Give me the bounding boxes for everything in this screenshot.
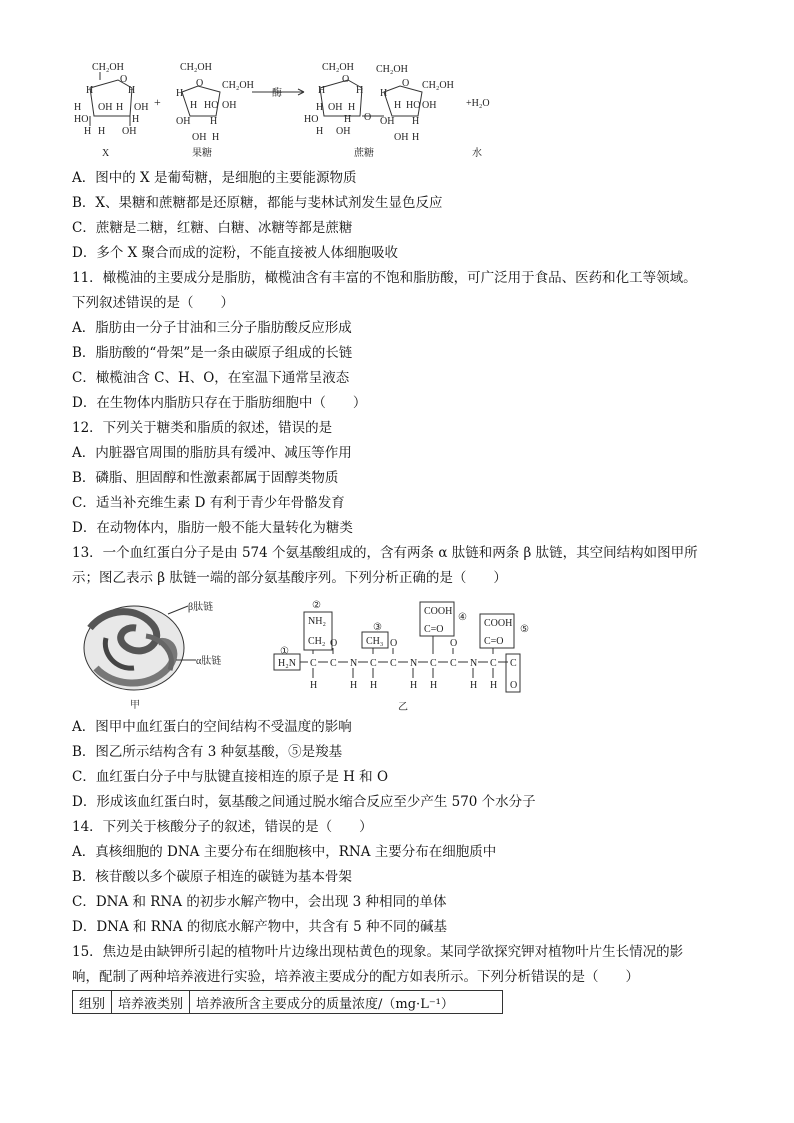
fructose-label: 果糖 xyxy=(192,148,212,159)
svg-text:C: C xyxy=(390,658,397,669)
svg-text:H: H xyxy=(490,680,498,691)
svg-text:COOH: COOH xyxy=(484,618,513,629)
water-formula: +H₂O xyxy=(466,98,490,109)
svg-text:H: H xyxy=(350,680,358,691)
svg-text:O: O xyxy=(364,112,372,123)
svg-text:C: C xyxy=(330,658,337,669)
table-header-cell: 培养液类别 xyxy=(112,991,190,1014)
q14-option-a: A．真核细胞的 DNA 主要分布在细胞核中，RNA 主要分布在细胞质中 xyxy=(72,844,497,860)
svg-text:H: H xyxy=(356,85,364,96)
svg-text:CH₂OH: CH₂OH xyxy=(180,62,212,73)
svg-text:O: O xyxy=(390,638,398,649)
svg-text:H: H xyxy=(344,114,352,125)
q11-option-a: A．脂肪由一分子甘油和三分子脂肪酸反应形成 xyxy=(72,320,352,336)
svg-text:H: H xyxy=(394,100,402,111)
svg-text:OH: OH xyxy=(122,126,137,137)
q13-option-b: B．图乙所示结构含有 3 种氨基酸，⑤是羧基 xyxy=(72,744,343,760)
svg-text:H: H xyxy=(412,116,420,127)
circle-5: ⑤ xyxy=(520,624,529,635)
svg-text:HO: HO xyxy=(204,100,219,111)
svg-text:H: H xyxy=(348,102,356,113)
q13-stem-2: 示；图乙表示 β 肽链一端的部分氨基酸序列。下列分析正确的是（ ） xyxy=(72,570,507,586)
peptide-sequence-figure xyxy=(270,596,560,716)
sucrose-label: 蔗糖 xyxy=(354,148,374,159)
svg-text:H: H xyxy=(116,102,124,113)
q14-option-b: B．核苷酸以多个碳原子相连的碳链为基本骨架 xyxy=(72,869,352,885)
svg-text:COOH: COOH xyxy=(424,606,453,617)
q10-option-b: B．X、果糖和蔗糖都是还原糖，都能与斐林试剂发生显色反应 xyxy=(72,195,443,211)
svg-text:+: + xyxy=(154,95,161,109)
q10-option-c: C．蔗糖是二糖，红糖、白糖、冰糖等都是蔗糖 xyxy=(72,220,353,236)
circle-2: ② xyxy=(312,600,321,611)
table-header-row xyxy=(73,991,503,1014)
q14-option-c: C．DNA 和 RNA 的初步水解产物中，会出现 3 种相同的单体 xyxy=(72,894,447,910)
svg-text:HO: HO xyxy=(74,114,89,125)
svg-text:C: C xyxy=(310,658,317,669)
svg-text:O: O xyxy=(330,638,338,649)
svg-text:H: H xyxy=(370,680,378,691)
svg-text:H: H xyxy=(470,680,478,691)
svg-text:H: H xyxy=(316,126,324,137)
q12-stem: 12．下列关于糖类和脂质的叙述，错误的是 xyxy=(72,420,333,436)
q12-option-d: D．在动物体内，脂肪一般不能大量转化为糖类 xyxy=(72,520,353,536)
q13-option-d: D．形成该血红蛋白时，氨基酸之间通过脱水缩合反应至少产生 570 个水分子 xyxy=(72,794,536,810)
svg-text:H: H xyxy=(318,85,326,96)
svg-text:H: H xyxy=(410,680,418,691)
circle-4: ④ xyxy=(458,612,467,623)
svg-text:O: O xyxy=(342,74,350,85)
q11-stem-1: 11．橄榄油的主要成分是脂肪，橄榄油含有丰富的不饱和脂肪酸，可广泛用于食品、医药和化工等领域。 xyxy=(72,270,697,286)
svg-text:H: H xyxy=(86,85,94,96)
svg-text:C: C xyxy=(430,658,437,669)
figure-jia-label: 甲 xyxy=(130,700,140,711)
svg-text:H: H xyxy=(412,132,420,143)
q14-stem: 14．下列关于核酸分子的叙述，错误的是（ ） xyxy=(72,819,373,835)
enzyme-label: 酶 xyxy=(272,88,282,99)
h2n-group: H₂N xyxy=(278,658,296,669)
q11-option-c: C．橄榄油含 C、H、O，在室温下通常呈液态 xyxy=(72,370,350,386)
q14-option-d: D．DNA 和 RNA 的彻底水解产物中，共含有 5 种不同的碱基 xyxy=(72,919,447,935)
q11-option-d: D．在生物体内脂肪只存在于脂肪细胞中（ ） xyxy=(72,395,367,411)
svg-text:CH₂: CH₂ xyxy=(308,636,326,647)
svg-text:C=O: C=O xyxy=(484,636,504,647)
svg-text:N: N xyxy=(470,658,478,669)
svg-text:CH₂OH: CH₂OH xyxy=(222,80,254,91)
svg-text:H: H xyxy=(128,85,136,96)
x-label: X xyxy=(102,148,110,159)
svg-text:C=O: C=O xyxy=(424,624,444,635)
q11-stem-2: 下列叙述错误的是（ ） xyxy=(72,295,234,311)
svg-text:H: H xyxy=(310,680,318,691)
q10-option-d: D．多个 X 聚合而成的淀粉，不能直接被人体细胞吸收 xyxy=(72,245,399,261)
svg-text:OH: OH xyxy=(328,102,343,113)
svg-text:H: H xyxy=(380,88,388,99)
svg-text:H: H xyxy=(316,102,324,113)
svg-text:O: O xyxy=(196,78,204,89)
q13-option-c: C．血红蛋白分子中与肽键直接相连的原子是 H 和 O xyxy=(72,769,389,785)
svg-text:OH: OH xyxy=(394,132,409,143)
svg-text:H: H xyxy=(430,680,438,691)
q12-option-b: B．磷脂、胆固醇和性激素都属于固醇类物质 xyxy=(72,470,339,486)
svg-text:CH₂OH: CH₂OH xyxy=(322,62,354,73)
q12-option-a: A．内脏器官周围的脂肪具有缓冲、减压等作用 xyxy=(72,445,352,461)
svg-text:OH: OH xyxy=(422,100,437,111)
table-header-cell: 培养液所含主要成分的质量浓度/（mg·L⁻¹） xyxy=(190,991,503,1014)
circle-1: ① xyxy=(280,646,289,657)
svg-text:CH₂OH: CH₂OH xyxy=(376,64,408,75)
svg-text:HO: HO xyxy=(406,100,421,111)
svg-text:C: C xyxy=(450,658,457,669)
svg-text:OH: OH xyxy=(336,126,351,137)
svg-text:H: H xyxy=(212,132,220,143)
svg-text:NH₂: NH₂ xyxy=(308,616,326,627)
table-header-cell: 组别 xyxy=(73,991,112,1014)
svg-text:H: H xyxy=(84,126,92,137)
svg-text:OH: OH xyxy=(176,116,191,127)
q12-option-c: C．适当补充维生素 D 有利于青少年骨骼发育 xyxy=(72,495,345,511)
svg-text:O: O xyxy=(402,78,410,89)
svg-text:H: H xyxy=(176,88,184,99)
q11-option-b: B．脂肪酸的“骨架”是一条由碳原子组成的长链 xyxy=(72,345,353,361)
svg-text:C: C xyxy=(490,658,497,669)
svg-text:N: N xyxy=(410,658,418,669)
svg-text:OH: OH xyxy=(134,102,149,113)
svg-text:H: H xyxy=(210,116,218,127)
svg-text:H: H xyxy=(98,126,106,137)
svg-text:OH: OH xyxy=(222,100,237,111)
figure-yi-label: 乙 xyxy=(398,702,408,713)
svg-text:H: H xyxy=(74,102,82,113)
q13-option-a: A．图甲中血红蛋白的空间结构不受温度的影响 xyxy=(72,719,352,735)
x-ring-o: O xyxy=(120,74,128,85)
svg-text:H: H xyxy=(132,114,140,125)
svg-text:HO: HO xyxy=(304,114,319,125)
svg-text:N: N xyxy=(350,658,358,669)
svg-text:O: O xyxy=(510,680,518,691)
q15-stem-1: 15．焦边是由缺钾所引起的植物叶片边缘出现枯黄色的现象。某同学欲探究钾对植物叶片生长情况的影 xyxy=(72,944,684,960)
q15-table xyxy=(72,990,503,1014)
svg-text:OH: OH xyxy=(192,132,207,143)
alpha-chain-label: α肽链 xyxy=(196,656,222,667)
hemoglobin-structure-figure xyxy=(76,598,236,713)
water-label: 水 xyxy=(472,148,482,159)
q13-stem-1: 13．一个血红蛋白分子是由 574 个氨基酸组成的，含有两条 α 肽链和两条 β 肽链，其空间结构如图甲所 xyxy=(72,545,698,561)
svg-text:CH₂OH: CH₂OH xyxy=(422,80,454,91)
svg-text:C: C xyxy=(510,658,517,669)
q10-option-a: A．图中的 X 是葡萄糖，是细胞的主要能源物质 xyxy=(72,170,357,186)
sucrose-synthesis-figure xyxy=(72,58,512,166)
svg-text:C: C xyxy=(370,658,377,669)
beta-chain-label: β肽链 xyxy=(188,602,214,613)
svg-text:O: O xyxy=(450,638,458,649)
svg-text:OH: OH xyxy=(98,102,113,113)
q15-stem-2: 响，配制了两种培养液进行实验，培养液主要成分的配方如表所示。下列分析错误的是（ ） xyxy=(72,969,639,985)
svg-text:OH: OH xyxy=(380,116,395,127)
circle-3: ③ xyxy=(373,622,382,633)
svg-text:H: H xyxy=(190,100,198,111)
x-ch2oh: CH₂OH xyxy=(92,62,124,73)
svg-text:CH₃: CH₃ xyxy=(366,636,384,647)
